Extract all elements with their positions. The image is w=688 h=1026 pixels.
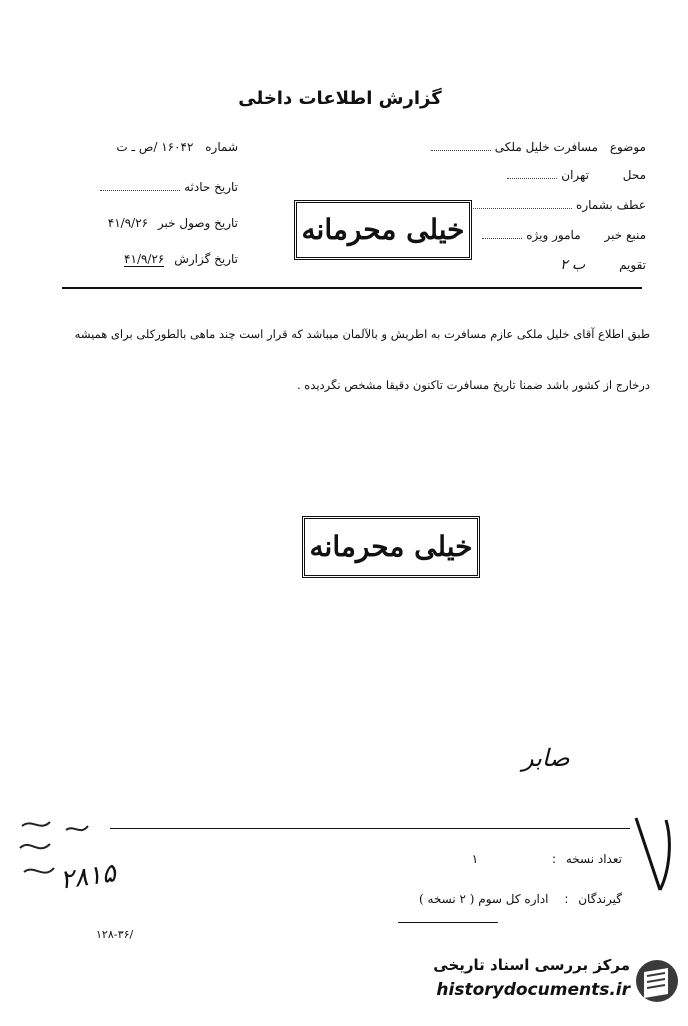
dotted-line [462, 207, 572, 209]
source-value: مامور ویژه [526, 228, 581, 242]
body-line-2: درخارج از کشور باشد ضمنا تاریخ مسافرت تاکنون دقیقا مشخص نگردیده . [296, 378, 650, 392]
source-label: منبع خبر [604, 228, 646, 242]
footer-divider [110, 828, 630, 829]
rating-label: تقویم [619, 258, 646, 272]
subject-row [431, 140, 646, 154]
event-date-row [100, 180, 238, 194]
received-date-value: ۴۱/۹/۲۶ [107, 216, 149, 230]
ref-number-row [462, 198, 646, 212]
recipients-underline [398, 922, 498, 923]
received-date-label: تاریخ وصول خبر [157, 216, 238, 230]
margin-reference: ۱۲۸-۳۶/ [96, 928, 134, 941]
watermark-url: historydocuments.ir [436, 980, 630, 1000]
rating-value: ب ۲ [560, 257, 586, 273]
number-label: شماره [205, 140, 238, 154]
recipients-value: اداره کل سوم ( ۲ نسخه ) [418, 892, 549, 906]
confidential-stamp-top: خیلی محرمانه [294, 200, 472, 260]
place-value: تهران [561, 168, 589, 182]
margin-handwritten-number: ۲۸۱۵ [58, 858, 118, 896]
place-row [507, 168, 646, 182]
copies-row: تعداد نسخه : ۱ [471, 852, 622, 866]
subject-value: مسافرت خلیل ملکی [494, 140, 598, 154]
report-date-row [124, 252, 238, 266]
dotted-line [482, 237, 522, 239]
watermark-text-fa: مرکز بررسی اسناد تاریخی [433, 956, 630, 974]
received-date-row [108, 216, 238, 230]
body-line-1: طبق اطلاع آقای خلیل ملکی عازم مسافرت به اطریش و بالآلمان میباشد که قرار است چند ماهی بالطورکلی برای همیشه [74, 327, 650, 341]
report-title: گزارش اطلاعات داخلی [238, 88, 442, 109]
report-date-value: ۴۱/۹/۲۶ [124, 252, 165, 266]
subject-label: موضوع [609, 140, 646, 154]
event-date-label: تاریخ حادثه [184, 180, 238, 194]
dotted-line [507, 177, 557, 179]
header-divider [62, 287, 642, 289]
report-date-label: تاریخ گزارش [174, 252, 238, 266]
margin-scribble [10, 808, 100, 898]
copies-label: تعداد نسخه [565, 852, 622, 866]
margin-bracket-mark [630, 810, 678, 896]
place-label: محل [622, 168, 646, 182]
signature: صابر [522, 744, 570, 772]
recipients-label: گیرندگان [578, 892, 622, 906]
dotted-line [100, 189, 180, 191]
dotted-line [431, 149, 491, 151]
confidential-stamp-middle: خیلی محرمانه [302, 516, 480, 578]
ref-number-label: عطف بشماره [576, 198, 646, 212]
number-value: ۱۶۰۴۲ /ص ـ ت [116, 140, 194, 154]
number-row [116, 140, 238, 154]
rating-row [560, 257, 646, 273]
recipients-row: گیرندگان : اداره کل سوم ( ۲ نسخه ) [418, 892, 622, 906]
copies-value: ۱ [471, 852, 479, 866]
watermark-logo [400, 950, 680, 1014]
archive-emblem-icon [634, 954, 680, 1008]
source-row [482, 228, 646, 242]
